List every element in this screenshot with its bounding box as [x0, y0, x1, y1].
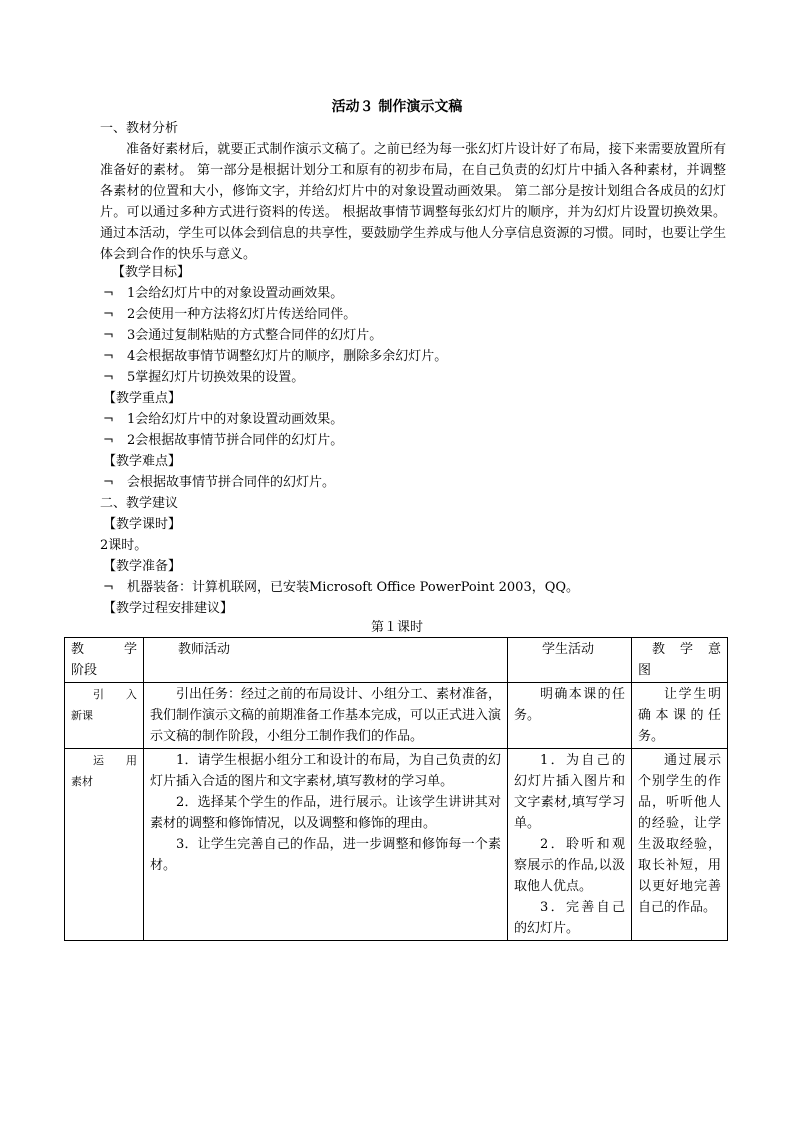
bullet-glyph: ¬ — [103, 370, 114, 385]
goal-item — [103, 367, 304, 388]
prep-item — [103, 577, 579, 598]
difficulty-point-text: 会根据故事情节拼合同伴的幻灯片。 — [127, 475, 336, 490]
goal-text: 2会使用一种方法将幻灯片传送给同伴。 — [127, 307, 357, 322]
difficulty-point-item — [103, 472, 335, 493]
bullet-glyph: ¬ — [103, 328, 114, 343]
lesson-plan-table — [64, 637, 728, 941]
goal-text: 4会根据故事情节调整幻灯片的顺序，删除多余幻灯片。 — [127, 349, 448, 364]
header-teacher: 教师活动 — [144, 638, 508, 683]
table-caption: 第１课时 — [370, 620, 423, 635]
header-student: 学生活动 — [508, 638, 632, 683]
document-title: 活动３ 制作演示文稿 — [331, 99, 463, 115]
table-row — [65, 683, 728, 749]
goal-text: 3会通过复制粘贴的方式整合同伴的幻灯片。 — [127, 328, 383, 343]
bullet-glyph: ¬ — [103, 307, 114, 322]
row-student: 1．为自己的幻灯片插入图片和文字素材,填写学习单。 2．聆听和观察展示的作品,以汲取他人优点。 3．完善自己的幻灯片。 — [508, 749, 632, 941]
hours-value: 2课时。 — [100, 538, 148, 553]
hours-heading: 【教学课时】 — [103, 517, 182, 532]
process-heading: 【教学过程安排建议】 — [103, 601, 234, 616]
analysis-heading: 一、教材分析 — [100, 121, 179, 136]
key-point-item — [103, 430, 343, 451]
bullet-glyph: ¬ — [103, 349, 114, 364]
bullet-glyph: ¬ — [103, 433, 114, 448]
row-student: 明确本课的任务。 — [508, 683, 632, 749]
goal-item — [103, 283, 343, 304]
row-intent: 通过展示个别学生的作品，听听他人的经验，让学生汲取经验，取长补短，用以更好地完善自己的作品。 — [632, 749, 728, 941]
prep-heading: 【教学准备】 — [103, 559, 182, 574]
bullet-glyph: ¬ — [103, 580, 114, 595]
analysis-paragraph: 准备好素材后，就要正式制作演示文稿了。之前已经为每一张幻灯片设计好了布局，接下来需要放置所有准备好的素材。 第一部分是根据计划分工和原有的初步布局，在自己负责的幻灯片中插入各种素材，并调整各素材的位置和大小，修饰文字，并给幻灯片中的对象设置动画效果。 第二部分是按计划组合各成员的幻灯片。可以通过多种方式进行资料的传送。 根据故事情节调整每张幻灯片的顺序，并为幻灯片设置切换效果。 通过本活动，学生可以体会到信息的共享性，要鼓励学生养成与他人分享信息资源的习惯。同时，也要让学生体会到合作的快乐与意义。 — [100, 142, 726, 262]
row-intent: 让学生明确本课的任务。 — [632, 683, 728, 749]
prep-text: 机器装备：计算机联网，已安装Microsoft Office PowerPoint 2003，QQ。 — [127, 580, 580, 595]
goal-item — [103, 325, 382, 346]
table-row — [65, 749, 728, 941]
header-stage: 教 学 阶段 — [65, 638, 144, 683]
goal-item — [103, 304, 356, 325]
goal-text: 5掌握幻灯片切换效果的设置。 — [127, 370, 305, 385]
key-point-item — [103, 409, 343, 430]
row-stage: 运 用 素材 — [65, 749, 144, 941]
goal-text: 1会给幻灯片中的对象设置动画效果。 — [127, 286, 344, 301]
row-teacher: 1．请学生根据小组分工和设计的布局，为自己负责的幻灯片插入合适的图片和文字素材,填写教材的学习单。 2．选择某个学生的作品，进行展示。让该学生讲讲其对素材的调整和修饰情况，以及调整和修饰的理由。 3．让学生完善自己的作品，进一步调整和修饰每一个素材。 — [144, 749, 508, 941]
key-point-text: 2会根据故事情节拼合同伴的幻灯片。 — [127, 433, 344, 448]
bullet-glyph: ¬ — [103, 286, 114, 301]
key-heading: 【教学重点】 — [103, 391, 182, 406]
goal-item — [103, 346, 447, 367]
goals-heading: 【教学目标】 — [112, 265, 191, 280]
table-header-row — [65, 638, 728, 683]
bullet-glyph: ¬ — [103, 475, 114, 490]
header-intent: 教 学 意 图 — [632, 638, 728, 683]
row-teacher: 引出任务：经过之前的布局设计、小组分工、素材准备，我们制作演示文稿的前期准备工作基本完成，可以正式进入演示文稿的制作阶段，小组分工制作我们的作品。 — [144, 683, 508, 749]
suggestion-heading: 二、教学建议 — [100, 496, 179, 511]
key-point-text: 1会给幻灯片中的对象设置动画效果。 — [127, 412, 344, 427]
row-stage: 引 入 新课 — [65, 683, 144, 749]
bullet-glyph: ¬ — [103, 412, 114, 427]
difficulty-heading: 【教学难点】 — [103, 454, 182, 469]
